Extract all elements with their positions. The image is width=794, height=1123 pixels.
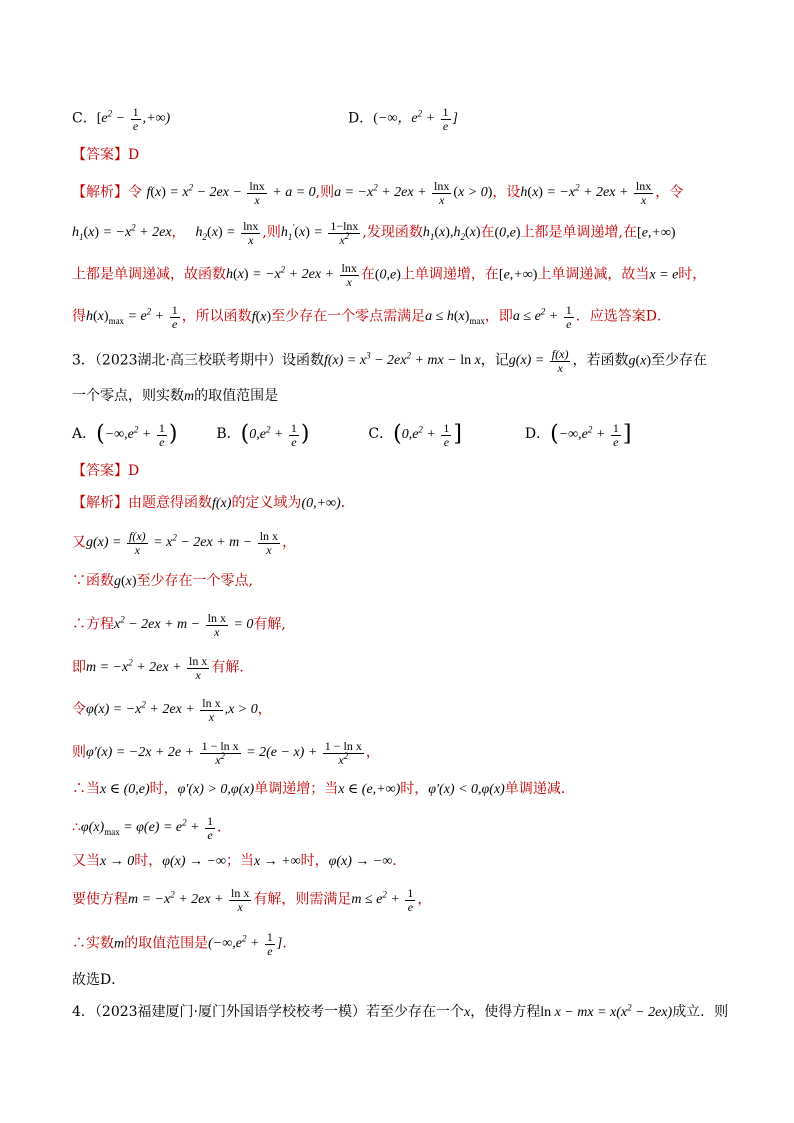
text: 的取值范围是 — [124, 935, 209, 952]
math: $\varphi(x)_{max} = \varphi(e) = e^2$ + $\frac{1}{e}$ — [80, 814, 214, 842]
text: 上单调递增，在 — [400, 266, 499, 283]
q3-options — [72, 422, 631, 448]
q3-solution-3 — [72, 573, 253, 591]
q3-solution-7: 则φ′(x) = −2x + 2e + $\frac{\text{1 − ln x}}{x^2}$ = 2(e − x) + $\frac{\text{1 − ln x}}{x^2}$ ， — [72, 739, 380, 767]
option-d-math: (−∞，$e^2$ + $\frac{1}{e}$ ] — [373, 105, 458, 133]
math: $h(x) = -x^2 + 2ex$ + $\frac{\ln x}{x}$ — [226, 261, 357, 289]
option-c — [72, 106, 170, 132]
text: ． — [392, 853, 407, 869]
q3-solution-9: $\therefore\varphi(x)_{max} = \varphi(e) = e^2$ + $\frac{1}{e}$ ． — [72, 814, 232, 842]
option-c-math: [$e^2$ − $\frac{1}{e}$ ,+∞) — [96, 105, 171, 133]
q3-solution-1 — [72, 495, 355, 513]
option-b — [216, 421, 310, 449]
text: ,则 — [315, 184, 335, 201]
text: 4．（2023福建厦门·厦门外国语学校校考一模）若至少存在一个 — [72, 1004, 464, 1020]
q2-analysis-line-1 — [72, 180, 683, 206]
text: 单调递增；当 — [254, 781, 339, 797]
math: $\varphi(x) = -x^2 + 2ex$ + $\frac{\text{ln x}}{x}$ ,x > 0 — [86, 696, 258, 724]
q3-solution-2: 又g(x) = $\frac{f(x)}{x}$ = $x^2 - 2ex + m$ − $\frac{\text{ln x}}{x}$ ， — [72, 529, 297, 557]
text: 时， — [678, 266, 707, 283]
analysis-tag: 【解析】 — [72, 184, 128, 201]
text: 至少存在一个零点需满足 — [271, 308, 426, 325]
text: 即 — [72, 659, 86, 676]
option-d — [348, 106, 458, 132]
text: ．应选答案D． — [575, 308, 671, 325]
math: $m \le e^2$ + $\frac{1}{e}$ — [351, 886, 414, 914]
text: 又 — [72, 534, 86, 551]
math: g(x) — [628, 353, 652, 369]
math: g(x) — [114, 574, 137, 589]
q3-solution-5 — [72, 655, 253, 681]
math: g(x) = $\frac{f(x)}{x}$ — [508, 347, 569, 375]
math: ($0,e^2$ + $\frac{1}{e}$ ] — [393, 421, 462, 449]
option-c — [368, 421, 462, 449]
text: ∵函数 — [72, 573, 114, 589]
math: [e,+∞) — [637, 225, 676, 241]
math: x ∈ (0,e) — [100, 782, 150, 797]
text: ，令 — [655, 184, 684, 201]
text: 有解． — [211, 659, 254, 676]
math: $f(x) = x^2 - 2ex$ − $\frac{\ln x}{x}$ + a = 0 — [146, 179, 316, 207]
option-d-label: D． — [348, 110, 374, 127]
text: 令 — [72, 701, 86, 718]
math: φ′(x) < 0,φ(x) — [428, 782, 505, 797]
text: 有解, — [253, 616, 286, 633]
option-c-label: C． — [72, 110, 97, 127]
math: $h_2(x)$ = $\frac{\ln x}{x}$ — [195, 219, 259, 247]
text: 3．（2023湖北·高三校联考期中）设函数 — [72, 352, 324, 369]
text: 又当 — [72, 853, 100, 869]
text: ；当 — [225, 853, 254, 869]
text: ，若函数 — [572, 352, 629, 369]
q3-stem-line-2 — [72, 388, 278, 406]
q3-solution-10 — [72, 853, 406, 871]
q2-analysis-line-3 — [72, 262, 706, 288]
math: (0,e) — [494, 225, 521, 241]
text: ，设 — [492, 184, 521, 201]
text: ． — [340, 495, 355, 511]
math: x → 0 — [100, 854, 135, 869]
q2-analysis-line-4 — [72, 304, 671, 330]
math: φ(x) → −∞ — [162, 854, 226, 869]
text: 时， — [134, 853, 163, 869]
text: 时， — [400, 781, 429, 797]
math: $x^2 - 2ex + m$ − $\frac{\text{ln x}}{x}$ = 0 — [114, 611, 254, 639]
text: ，即 — [484, 308, 513, 325]
text: ∴ — [72, 819, 81, 836]
math: ($-\infty,e^2$ + $\frac{1}{e}$ ] — [208, 930, 283, 958]
text: ，使得方程 — [470, 1004, 541, 1020]
text: 上都是单调递增,在 — [520, 224, 638, 241]
math: $m = -x^2 + 2ex$ + $\frac{\text{ln x}}{x}$ — [128, 886, 250, 914]
math: φ′(x) > 0,φ(x) — [177, 782, 255, 797]
text: ∴实数 — [72, 935, 114, 952]
math: x → +∞ — [253, 854, 301, 869]
q3-solution-13: 故选D． — [72, 972, 126, 988]
text: 在 — [480, 224, 495, 241]
text: ，所以函数 — [181, 308, 252, 325]
option-label: C． — [368, 426, 394, 443]
q3-solution-6: 令$\varphi(x) = -x^2 + 2ex$ + $\frac{\text{ln x}}{x}$ ,x > 0， — [72, 696, 272, 724]
math: ln x − mx = $x(x^2 - 2ex)$ — [540, 1002, 673, 1020]
text: 令 — [128, 184, 142, 201]
text: ∴方程 — [72, 616, 114, 633]
math: f(x) — [212, 496, 232, 511]
math: [e,+∞) — [498, 267, 538, 283]
text: 上单调递减，故当 — [537, 266, 650, 283]
math: $a = -x^2 + 2ex$ + $\frac{\ln x}{x}$ (x > 0) — [334, 179, 493, 207]
text: ． — [282, 935, 297, 952]
math: f(x) — [251, 309, 272, 325]
text: 时， — [149, 781, 178, 797]
text: ,发现函数 — [362, 224, 423, 241]
text: 的取值范围是 — [194, 388, 279, 404]
text: 则 — [72, 744, 86, 761]
text: 要使方程 — [72, 891, 128, 908]
math: ($-\infty,e^2$ + $\frac{1}{e}$ ] — [550, 421, 632, 449]
text: ∴当 — [72, 781, 100, 797]
text: 成立．则 — [672, 1004, 729, 1020]
q3-solution-8 — [72, 781, 575, 799]
text: 至少存在一个零点, — [136, 573, 254, 589]
math: φ′(x) = −2x + 2e + $\frac{\text{1 − ln x}}{x^2}$ = 2(e − x) + $\frac{\text{1 − ln x}}{x^2}$ — [86, 739, 362, 767]
math: (0,+∞) — [301, 496, 341, 511]
math: $a \le e^2$ + $\frac{1}{e}$ — [512, 303, 572, 331]
option-d — [524, 421, 632, 449]
math: $h_1'(x)$ = $\frac{1-\ln x}{x^2}$ — [280, 219, 359, 247]
math: $m = -x^2 + 2ex$ + $\frac{\text{ln x}}{x}$ — [86, 654, 208, 682]
q2-analysis-line-2 — [72, 220, 676, 246]
q3-solution-12 — [72, 931, 296, 957]
text: ， — [171, 224, 186, 241]
math: $h(x)_{max} = e^2$ + $\frac{1}{e}$ — [86, 303, 178, 331]
q3-answer: 【答案】D — [72, 463, 140, 479]
math: $f(x) = x^3 - 2ex^2$ + mx − ln x — [324, 350, 481, 369]
text: 得 — [72, 308, 86, 325]
math: $a \le h(x)_{max}$ — [425, 309, 485, 327]
text: ，记 — [480, 352, 509, 369]
option-label: D． — [524, 426, 551, 443]
text: 上都是单调递减，故函数 — [72, 266, 226, 283]
math: $h_1(x) = -x^2 + 2ex$ — [72, 222, 172, 243]
option-label: A． — [72, 426, 97, 443]
math: $h_1(x),h_2(x)$ — [422, 225, 481, 243]
math: (0,e) — [374, 267, 401, 283]
text: 一个零点，则实数 — [72, 388, 184, 404]
math: x ∈ (e,+∞) — [338, 782, 401, 797]
math: g(x) = $\frac{f(x)}{x}$ = $x^2 - 2ex + m$ − $\frac{\text{ln x}}{x}$ — [86, 529, 279, 557]
q3-solution-11: 要使方程$m = -x^2 + 2ex$ + $\frac{\text{ln x}}{x}$ 有解，则需满足$m \le e^2$ + $\frac{1}{e}$ ， — [72, 886, 432, 914]
text: 单调递减． — [504, 781, 575, 797]
text: 时， — [300, 853, 329, 869]
text: 有解，则需满足 — [253, 891, 352, 908]
text: 在 — [360, 266, 375, 283]
q4-stem — [72, 1004, 728, 1022]
text: 由题意得函数 — [128, 495, 212, 511]
math: ($-\infty,e^2$ + $\frac{1}{e}$ ) — [96, 421, 178, 449]
math: m — [114, 936, 125, 952]
math: ($0,e^2$ + $\frac{1}{e}$ ) — [240, 421, 310, 449]
text: 的定义域为 — [231, 495, 302, 511]
text: ,则 — [262, 224, 281, 241]
math: φ(x) → −∞ — [328, 854, 393, 869]
option-label: B． — [216, 426, 241, 443]
option-a — [72, 421, 178, 449]
q3-solution-4 — [72, 612, 286, 638]
q3-stem-line-1 — [72, 348, 707, 374]
math: x = e — [649, 267, 679, 283]
math: m — [184, 389, 195, 404]
text: 至少存在 — [651, 352, 708, 369]
analysis-tag: 【解析】 — [72, 495, 128, 511]
math: x — [464, 1005, 471, 1020]
q2-answer: 【答案】D — [72, 147, 140, 163]
math: $h(x) = -x^2 + 2ex$ + $\frac{\ln x}{x}$ — [520, 179, 652, 207]
